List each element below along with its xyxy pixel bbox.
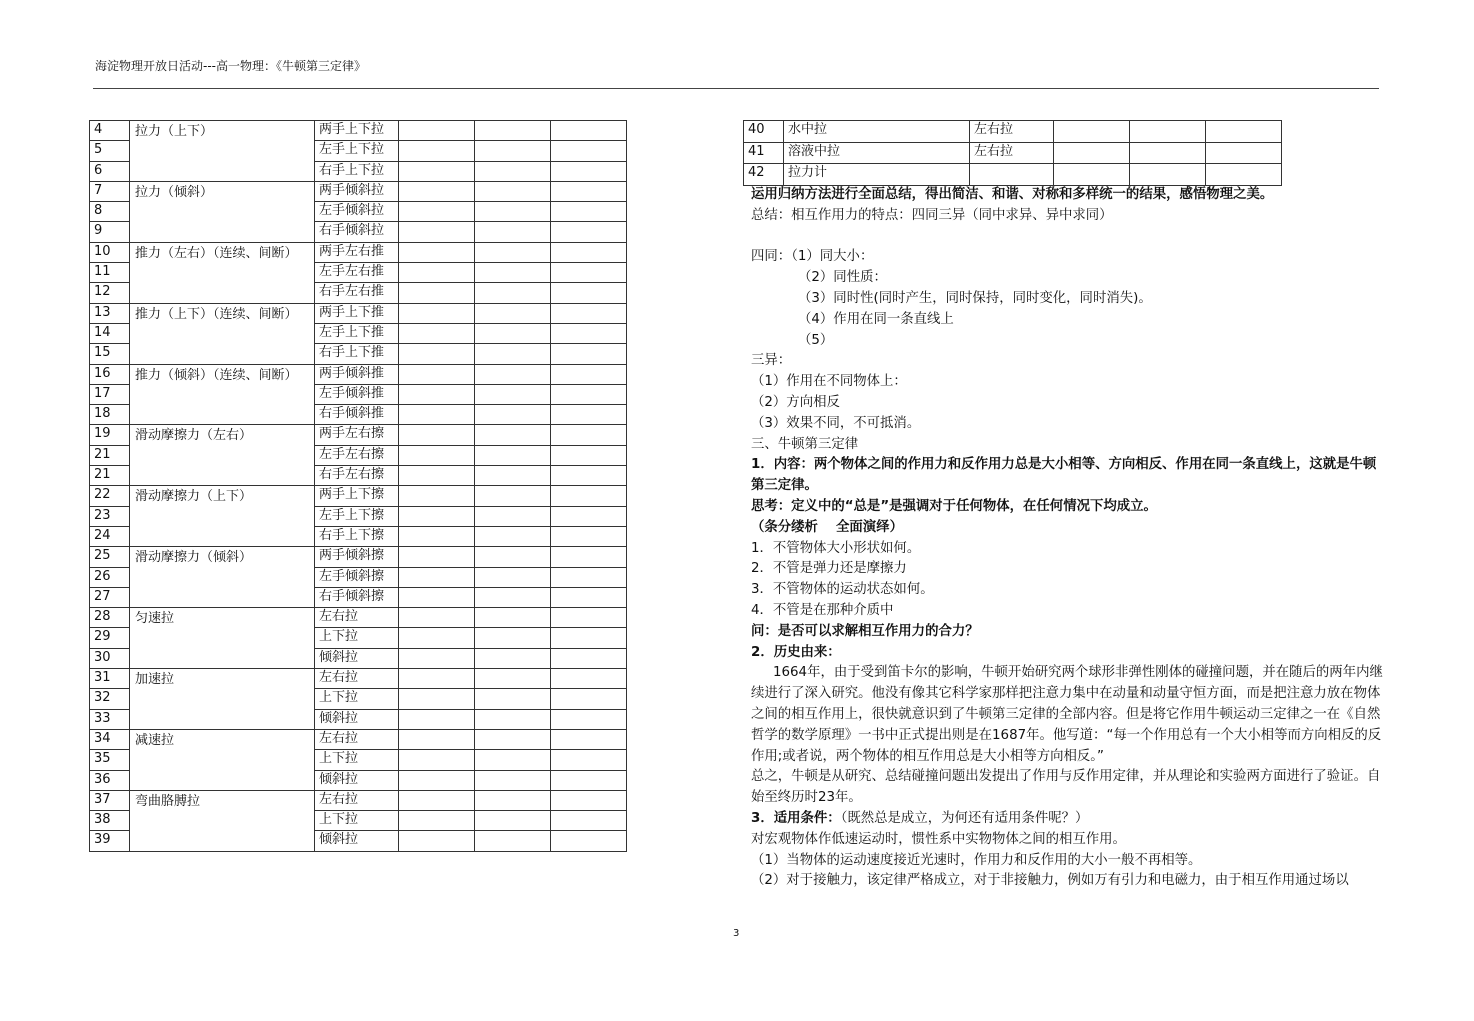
blank-cell [399,181,475,201]
experiment-method: 两手倾斜推 [315,364,399,384]
blank-cell [475,323,551,343]
blank-cell [1206,164,1282,186]
experiment-name: 拉力（上下） [130,121,315,182]
row-number: 33 [90,709,130,729]
experiment-method: 倾斜拉 [315,831,399,851]
blank-cell [399,141,475,161]
conditions-heading: 3．适用条件： [751,810,841,826]
blank-cell [475,344,551,364]
blank-cell [399,263,475,283]
experiment-method: 右手左右推 [315,283,399,303]
experiment-method: 两手上下拉 [315,121,399,141]
experiment-name: 加速拉 [130,669,315,730]
row-number: 8 [90,202,130,222]
experiment-name: 弯曲胳膊拉 [130,790,315,851]
blank-cell [399,648,475,668]
row-number: 19 [90,425,130,445]
row-number: 42 [744,164,784,186]
blank-cell [475,445,551,465]
blank-cell [475,384,551,404]
experiment-name: 推力（左右）（连续、间断） [130,242,315,303]
row-number: 28 [90,608,130,628]
blank-cell [399,344,475,364]
blank-cell [475,587,551,607]
table-row [744,142,1282,164]
blank-cell [551,608,627,628]
blank-cell [475,790,551,810]
row-number: 9 [90,222,130,242]
blank-cell [551,547,627,567]
blank-cell [475,486,551,506]
blank-cell [1206,121,1282,143]
experiment-method: 左右拉 [970,121,1054,143]
blank-cell [399,405,475,425]
table-row [90,608,627,628]
experiment-method: 左手上下擦 [315,506,399,526]
experiment-method: 左手上下拉 [315,141,399,161]
three-diff-line-3: （3）效果不同，不可抵消。 [751,415,921,431]
item-3: 3．不管物体的运动状态如何。 [751,582,934,598]
blank-cell [399,709,475,729]
blank-cell [475,161,551,181]
conclusion-paragraph: 总之，牛顿是从研究、总结碰撞问题出发提出了作用与反作用定律，并从理论和实验两方面进行了验证。自始至终历时23年。 [751,769,1381,806]
blank-cell [551,466,627,486]
blank-cell [475,466,551,486]
four-same-line-4: （4）作用在同一条直线上 [798,311,954,327]
blank-cell [475,222,551,242]
blank-cell [475,831,551,851]
blank-cell [475,669,551,689]
experiment-table-right [743,120,1282,186]
law-content: 1．内容：两个物体之间的作用力和反作用力总是大小相等、方向相反、作用在同一条直线上，这就是牛顿第三定律。 [751,457,1377,494]
blank-cell [399,222,475,242]
table-row [90,486,627,506]
blank-cell [475,628,551,648]
four-same-line-2: （2）同性质： [798,270,887,286]
experiment-method: 右手上下擦 [315,526,399,546]
row-number: 26 [90,567,130,587]
blank-cell [475,121,551,141]
blank-cell [551,587,627,607]
blank-cell [399,831,475,851]
row-number: 7 [90,181,130,201]
row-number: 41 [744,142,784,164]
blank-cell [475,567,551,587]
experiment-name: 水中拉 [784,121,970,143]
conditions-scope: 对宏观物体作低速运动时，惯性系中实物物体之间的相互作用。 [751,831,1126,847]
blank-cell [1054,164,1130,186]
row-number: 31 [90,669,130,689]
experiment-method: 倾斜拉 [315,648,399,668]
blank-cell [551,202,627,222]
row-number: 34 [90,729,130,749]
table-row [90,242,627,262]
page-number: 3 [733,928,740,939]
blank-cell [399,425,475,445]
blank-cell [399,526,475,546]
blank-cell [399,466,475,486]
blank-cell [551,425,627,445]
blank-cell [551,729,627,749]
blank-cell [475,547,551,567]
table-row [90,121,627,141]
row-number: 22 [90,486,130,506]
summary-line: 总结：相互作用力的特点：四同三异（同中求异、异中求同） [751,207,1113,223]
row-number: 16 [90,364,130,384]
blank-cell [551,669,627,689]
experiment-method: 左右拉 [315,729,399,749]
four-same-line-5: （5） [798,332,834,348]
experiment-method: 两手左右推 [315,242,399,262]
experiment-method: 两手左右擦 [315,425,399,445]
blank-cell [551,445,627,465]
page-header: 海淀物理开放日活动---高一物理：《牛顿第三定律》 [95,59,366,73]
blank-cell [551,121,627,141]
row-number: 38 [90,811,130,831]
blank-cell [475,405,551,425]
experiment-method: 上下拉 [315,628,399,648]
experiment-method: 上下拉 [315,811,399,831]
blank-cell [475,202,551,222]
blank-cell [551,831,627,851]
row-number: 15 [90,344,130,364]
blank-cell [399,689,475,709]
experiment-name: 推力（倾斜）（连续、间断） [130,364,315,425]
blank-cell [399,669,475,689]
blank-cell [475,364,551,384]
blank-cell [475,263,551,283]
item-2: 2．不管是弹力还是摩擦力 [751,561,907,577]
blank-cell [1130,164,1206,186]
item-4: 4．不管是在那种介质中 [751,602,894,618]
blank-cell [399,506,475,526]
row-number: 21 [90,466,130,486]
blank-cell [399,790,475,810]
experiment-method [970,164,1054,186]
blank-cell [551,242,627,262]
row-number: 18 [90,405,130,425]
experiment-method: 倾斜拉 [315,709,399,729]
experiment-name: 拉力计 [784,164,970,186]
blank-cell [475,648,551,668]
experiment-method: 左右拉 [315,608,399,628]
blank-cell [551,323,627,343]
row-number: 5 [90,141,130,161]
blank-cell [475,242,551,262]
experiment-method: 左手倾斜拉 [315,202,399,222]
table-row [90,303,627,323]
question-line: 问：是否可以求解相互作用力的合力？ [751,623,979,639]
blank-cell [475,608,551,628]
blank-cell [475,729,551,749]
row-number: 12 [90,283,130,303]
table-row [90,181,627,201]
experiment-method: 上下拉 [315,750,399,770]
blank-cell [551,567,627,587]
blank-cell [551,750,627,770]
blank-cell [399,750,475,770]
induction-line: 运用归纳方法进行全面总结，得出简洁、和谐、对称和多样统一的结果，感悟物理之美。 [751,187,1274,202]
blank-cell [475,689,551,709]
experiment-method: 左手左右擦 [315,445,399,465]
experiment-method: 左右拉 [315,669,399,689]
row-number: 32 [90,689,130,709]
blank-cell [399,121,475,141]
experiment-method: 右手上下拉 [315,161,399,181]
experiment-name: 滑动摩擦力（上下） [130,486,315,547]
blank-line [751,227,1383,248]
blank-cell [399,202,475,222]
blank-cell [1054,142,1130,164]
experiment-name: 匀速拉 [130,608,315,669]
blank-cell [475,425,551,445]
conditions-line [751,809,1383,830]
row-number: 10 [90,242,130,262]
row-number: 24 [90,526,130,546]
blank-cell [551,263,627,283]
blank-cell [551,628,627,648]
row-number: 40 [744,121,784,143]
row-number: 25 [90,547,130,567]
experiment-method: 倾斜拉 [315,770,399,790]
three-diff-heading: 三异： [751,353,792,369]
table-row [90,790,627,810]
analysis-line: （条分缕析 全面演绎） [751,519,903,535]
blank-cell [399,587,475,607]
blank-cell [475,303,551,323]
table-row [90,364,627,384]
experiment-name: 滑动摩擦力（左右） [130,425,315,486]
experiment-method: 右手左右擦 [315,466,399,486]
row-number: 17 [90,384,130,404]
table-row [90,729,627,749]
blank-cell [551,181,627,201]
blank-cell [551,770,627,790]
experiment-method: 上下拉 [315,689,399,709]
blank-cell [399,486,475,506]
experiment-method: 两手倾斜拉 [315,181,399,201]
experiment-method: 左手左右推 [315,263,399,283]
experiment-method: 两手上下擦 [315,486,399,506]
blank-cell [399,608,475,628]
row-number: 37 [90,790,130,810]
table-row [744,164,1282,186]
experiment-table-left [89,120,627,852]
blank-cell [399,729,475,749]
blank-cell [399,384,475,404]
row-number: 35 [90,750,130,770]
experiment-method: 左右拉 [315,790,399,810]
blank-cell [399,323,475,343]
row-number: 14 [90,323,130,343]
table-row [90,425,627,445]
table-row [90,547,627,567]
summary-text [751,185,1383,892]
experiment-method: 两手上下推 [315,303,399,323]
row-number: 27 [90,587,130,607]
blank-cell [551,526,627,546]
table-row [744,121,1282,143]
blank-cell [475,526,551,546]
row-number: 6 [90,161,130,181]
experiment-name: 减速拉 [130,729,315,790]
blank-cell [399,303,475,323]
blank-cell [399,161,475,181]
experiment-method: 右手倾斜推 [315,405,399,425]
row-number: 4 [90,121,130,141]
four-same-line-1: 四同：（1）同大小： [751,249,874,265]
three-diff-line-1: （1）作用在不同物体上： [751,374,907,390]
blank-cell [399,628,475,648]
blank-cell [551,141,627,161]
blank-cell [551,811,627,831]
blank-cell [475,283,551,303]
experiment-name: 拉力（倾斜） [130,181,315,242]
blank-cell [399,811,475,831]
conditions-question: （既然总是成立，为何还有适用条件呢？） [840,810,1089,826]
blank-cell [551,222,627,242]
header-rule [93,88,1379,89]
blank-cell [551,790,627,810]
history-paragraph: 1664年，由于受到笛卡尔的影响，牛顿开始研究两个球形非弹性刚体的碰撞问题，并在随后的两年内继续进行了深入研究。他没有像其它科学家那样把注意力集中在动量和动量守恒方面，而是把注意力放在物体之间的相互作用上，很快就意识到了牛顿第三定律的全部内容。但是将它作用牛顿运动三定律之一在《自然哲学的数学原理》一书中正式提出则是在1687年。他写道：“每一个作用总有一个大小相等而方向相反的反作用;或者说，两个物体的相互作用总是大小相等方向相反。” [751,665,1383,764]
blank-cell [475,770,551,790]
row-number: 36 [90,770,130,790]
experiment-name: 滑动摩擦力（倾斜） [130,547,315,608]
blank-cell [399,547,475,567]
experiment-method: 右手倾斜擦 [315,587,399,607]
experiment-method: 两手倾斜擦 [315,547,399,567]
blank-cell [551,405,627,425]
row-number: 23 [90,506,130,526]
blank-cell [551,303,627,323]
row-number: 21 [90,445,130,465]
section-heading: 三、牛顿第三定律 [751,436,859,452]
blank-cell [399,770,475,790]
blank-cell [551,283,627,303]
item-1: 1．不管物体大小形状如何。 [751,540,921,556]
row-number: 29 [90,628,130,648]
four-same-line-3: （3）同时性(同时产生，同时保持，同时变化，同时消失)。 [798,290,1152,306]
three-diff-line-2: （2）方向相反 [751,394,840,410]
blank-cell [399,283,475,303]
think-line: 思考：定义中的“总是”是强调对于任何物体，在任何情况下均成立。 [751,498,1157,514]
blank-cell [399,364,475,384]
experiment-method: 右手倾斜拉 [315,222,399,242]
blank-cell [1130,121,1206,143]
blank-cell [475,709,551,729]
experiment-method: 左手倾斜擦 [315,567,399,587]
blank-cell [551,364,627,384]
experiment-method: 左手上下推 [315,323,399,343]
row-number: 30 [90,648,130,668]
blank-cell [475,811,551,831]
blank-cell [399,567,475,587]
blank-cell [551,709,627,729]
blank-cell [551,506,627,526]
blank-cell [1130,142,1206,164]
blank-cell [475,181,551,201]
row-number: 13 [90,303,130,323]
blank-cell [475,750,551,770]
condition-1: （1）当物体的运动速度接近光速时，作用力和反作用的大小一般不再相等。 [751,852,1202,868]
blank-cell [1206,142,1282,164]
blank-cell [475,141,551,161]
blank-cell [551,486,627,506]
experiment-method: 左手倾斜推 [315,384,399,404]
blank-cell [551,161,627,181]
experiment-name: 推力（上下）（连续、间断） [130,303,315,364]
table-row [90,669,627,689]
blank-cell [551,648,627,668]
blank-cell [399,445,475,465]
condition-2: （2）对于接触力，该定律严格成立，对于非接触力，例如万有引力和电磁力，由于相互作用通过场以 [751,873,1349,889]
blank-cell [399,242,475,262]
blank-cell [551,689,627,709]
blank-cell [475,506,551,526]
experiment-method: 右手上下推 [315,344,399,364]
blank-cell [551,384,627,404]
blank-cell [551,344,627,364]
experiment-name: 溶液中拉 [784,142,970,164]
row-number: 11 [90,263,130,283]
row-number: 39 [90,831,130,851]
experiment-method: 左右拉 [970,142,1054,164]
blank-cell [1054,121,1130,143]
history-heading: 2．历史由来： [751,644,841,660]
